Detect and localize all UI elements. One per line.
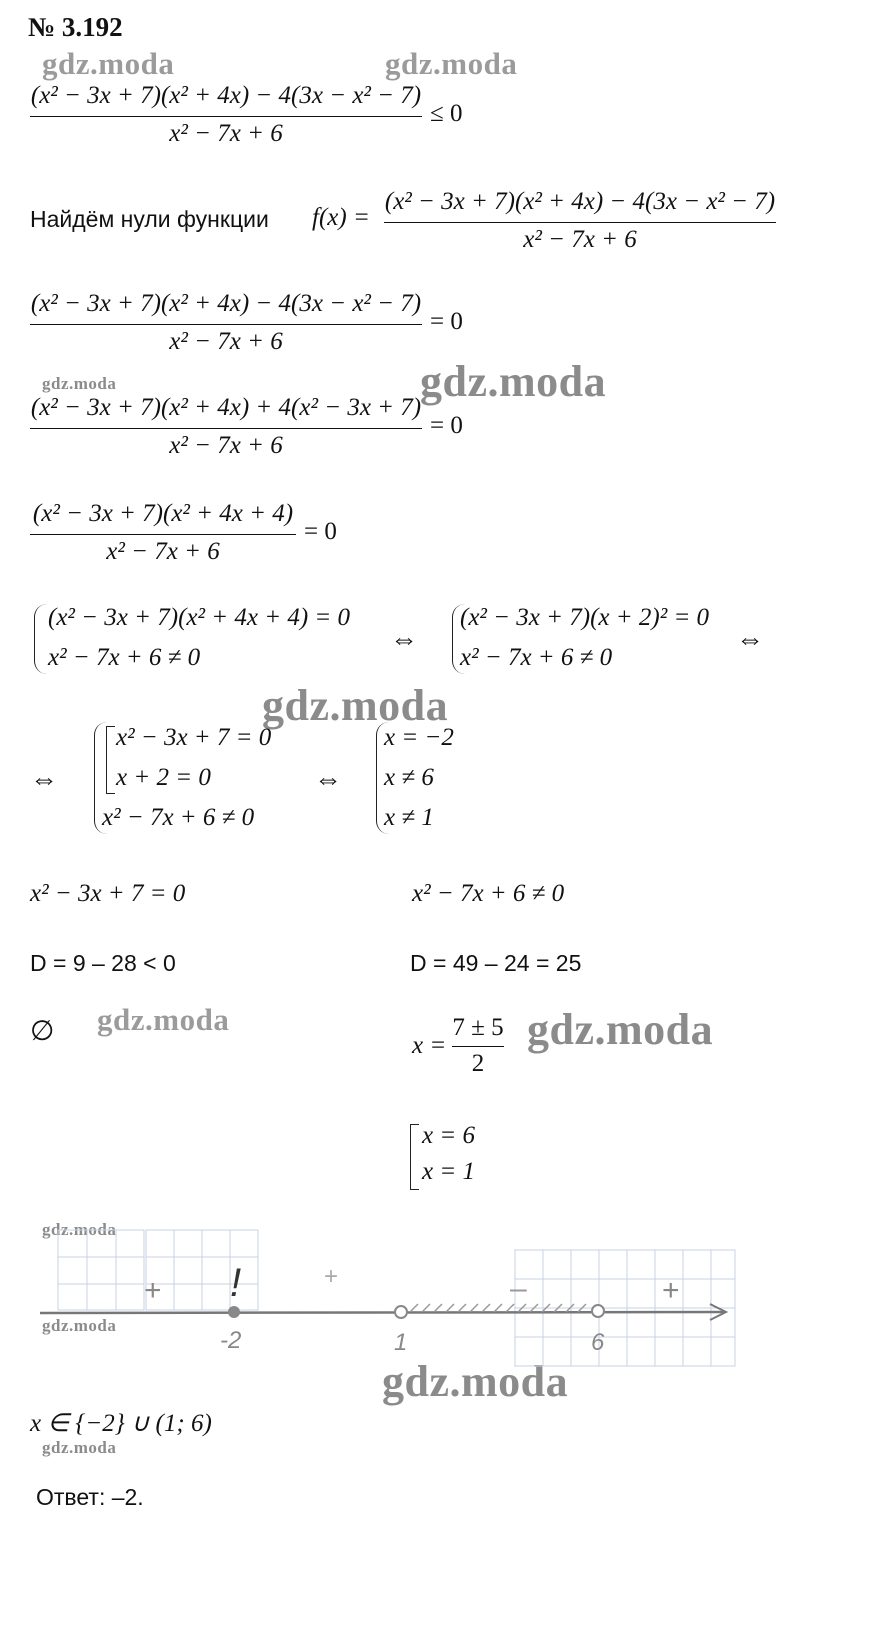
numerator: (x² − 3x + 7)(x² + 4x) − 4(3x − x² − 7) [30, 82, 422, 109]
equivalence-symbol: ⇔ [736, 624, 764, 655]
set-line-2: x + 2 = 0 [116, 764, 211, 791]
denominator: x² − 7x + 6 [169, 120, 283, 147]
sign-3: – [510, 1272, 527, 1305]
result-line-1: x = −2 [384, 724, 454, 751]
root-2: x = 1 [422, 1158, 475, 1185]
solution-set: x ∈ {−2} ∪ (1; 6) [30, 1410, 212, 1437]
equivalence-symbol: ⇔ [314, 764, 342, 795]
left-discriminant: D = 9 – 28 < 0 [30, 950, 176, 976]
answer: Ответ: –2. [36, 1484, 144, 1510]
watermark: gdz.moda [382, 1357, 569, 1406]
result-line-2: x ≠ 6 [384, 764, 434, 791]
equivalence-symbol: ⇔ [390, 624, 418, 655]
relation: ≤ 0 [430, 100, 463, 127]
system1-line-2: x² − 7x + 6 ≠ 0 [48, 644, 201, 671]
denominator: x² − 7x + 6 [523, 226, 637, 253]
set-line-1: x² − 3x + 7 = 0 [116, 724, 272, 751]
equivalence-symbol: ⇔ [30, 764, 58, 795]
fraction-bar [384, 222, 776, 223]
watermark: gdz.moda [97, 1002, 230, 1037]
function-name: f(x) = [312, 204, 370, 231]
problem-number: № 3.192 [28, 12, 123, 42]
watermark: gdz.moda [42, 374, 117, 393]
numerator: (x² − 3x + 7)(x² + 4x) + 4(x² − 3x + 7) [30, 394, 422, 421]
system1-right-line-1: (x² − 3x + 7)(x + 2)² = 0 [460, 604, 710, 631]
watermark: gdz.moda [42, 1316, 117, 1335]
axis-line [40, 1312, 724, 1313]
label-6: 6 [591, 1329, 605, 1356]
fraction-bar [30, 428, 422, 429]
condition-line: x² − 7x + 6 ≠ 0 [102, 804, 255, 831]
right-equation: x² − 7x + 6 ≠ 0 [412, 880, 565, 907]
zeros-label: Найдём нули функции [30, 206, 269, 232]
left-equation: x² − 3x + 7 = 0 [30, 880, 186, 907]
fraction-bar [30, 324, 422, 325]
rhs: = 0 [430, 308, 463, 335]
root-numerator: 7 ± 5 [452, 1014, 504, 1041]
watermark: gdz.moda [42, 1220, 117, 1239]
root-denominator: 2 [471, 1050, 485, 1077]
denominator: x² − 7x + 6 [169, 432, 283, 459]
mark-exclamation: ! [230, 1261, 242, 1305]
numerator: (x² − 3x + 7)(x² + 4x) − 4(3x − x² − 7) [30, 290, 422, 317]
root-x: x = [412, 1032, 447, 1059]
fraction-bar [30, 116, 422, 117]
empty-set: ∅ [30, 1016, 55, 1047]
set-bracket [106, 726, 115, 794]
roots-bracket [410, 1124, 419, 1190]
rhs: = 0 [430, 412, 463, 439]
fraction-bar [30, 534, 296, 535]
number-line-figure [30, 1220, 750, 1370]
numerator: (x² − 3x + 7)(x² + 4x + 4) [32, 500, 294, 527]
right-discriminant: D = 49 – 24 = 25 [410, 950, 582, 976]
system1-right-line-2: x² − 7x + 6 ≠ 0 [460, 644, 613, 671]
watermark: gdz.moda [42, 46, 175, 81]
label-1: 1 [394, 1329, 408, 1356]
label-minus-2: -2 [220, 1327, 242, 1354]
watermark: gdz.moda [420, 357, 607, 406]
watermark: gdz.moda [527, 1005, 714, 1054]
point-6 [592, 1305, 604, 1317]
watermark: gdz.moda [42, 1438, 117, 1457]
fraction-bar [452, 1046, 504, 1047]
root-1: x = 6 [422, 1122, 475, 1149]
watermark: gdz.moda [385, 46, 518, 81]
point-1 [395, 1306, 407, 1318]
sign-4: + [662, 1274, 680, 1307]
denominator: x² − 7x + 6 [106, 538, 220, 565]
sign-2: + [324, 1263, 339, 1290]
watermark: gdz.moda [262, 681, 449, 730]
system-brace [34, 604, 47, 674]
system1-line-1: (x² − 3x + 7)(x² + 4x + 4) = 0 [48, 604, 351, 631]
point-minus-2 [228, 1306, 240, 1318]
denominator: x² − 7x + 6 [169, 328, 283, 355]
rhs: = 0 [304, 518, 337, 545]
numerator: (x² − 3x + 7)(x² + 4x) − 4(3x − x² − 7) [384, 188, 776, 215]
result-line-3: x ≠ 1 [384, 804, 434, 831]
sign-1: + [144, 1274, 162, 1307]
